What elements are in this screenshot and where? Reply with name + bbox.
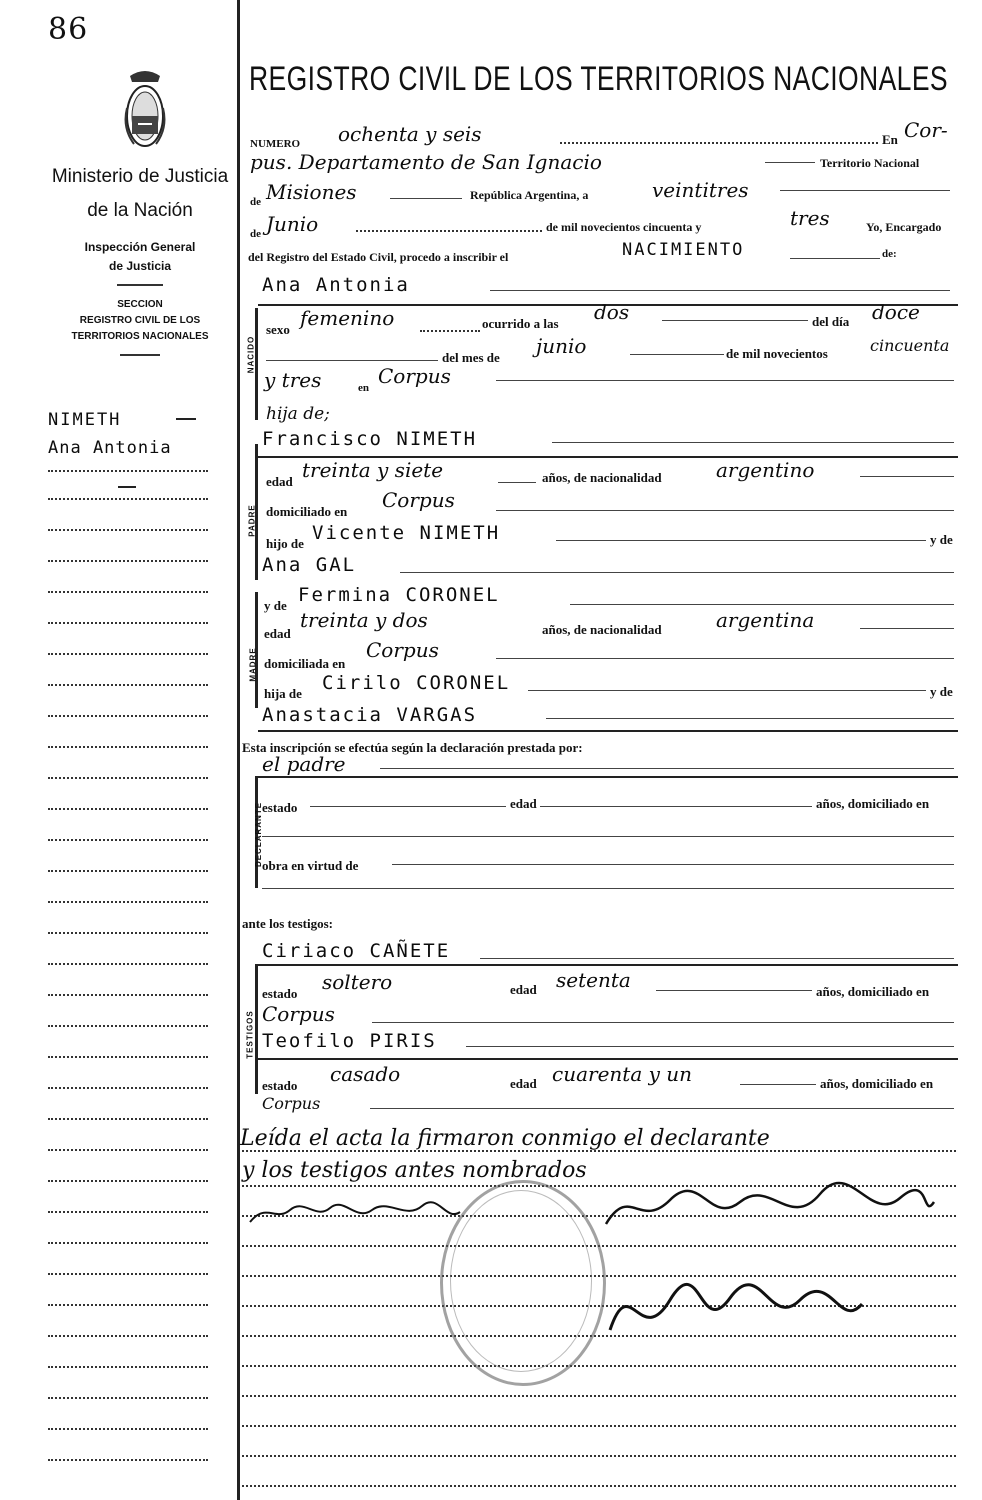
- entry-abuelo-pat: Vicente NIMETH: [312, 522, 501, 544]
- fill-line: [740, 1084, 816, 1085]
- document-title: REGISTRO CIVIL DE LOS TERRITORIOS NACIONALES: [249, 60, 948, 98]
- fill-line: [556, 540, 926, 541]
- label-hijo-de: hijo de: [266, 536, 304, 551]
- fill-line: [310, 806, 506, 807]
- entry-madre-edad: treinta y dos: [300, 608, 428, 632]
- margin-fill-line: [48, 1242, 208, 1244]
- coat-of-arms-icon: [122, 68, 168, 150]
- fill-line: [420, 330, 480, 332]
- fill-line: [528, 690, 926, 691]
- label-sexo: sexo: [266, 322, 290, 337]
- entry-padre: Francisco NIMETH: [262, 428, 478, 450]
- margin-fill-line: [48, 715, 208, 717]
- fill-line: [372, 1022, 954, 1023]
- label-anos-dom: años, domiciliado en: [820, 1076, 934, 1091]
- bracket-testigos: [255, 964, 258, 1094]
- entry-nombre: Ana Antonia: [262, 274, 410, 296]
- label-de: de: [250, 196, 261, 208]
- fill-line: [540, 806, 812, 807]
- inspection-line-1: Inspección General: [84, 240, 196, 254]
- body-fill-line: [242, 1395, 956, 1397]
- body-fill-line: [242, 1425, 956, 1427]
- label-edad-2: edad: [510, 982, 537, 997]
- entry-t2-estado: casado: [330, 1062, 401, 1086]
- label-anos-nac: años, de nacionalidad: [542, 470, 662, 485]
- margin-given-names: Ana Antonia: [48, 438, 172, 458]
- entry-abuelo-mat: Cirilo CORONEL: [322, 672, 511, 694]
- entry-padre-edad: treinta y siete: [302, 458, 444, 482]
- label-testigos: ante los testigos:: [242, 916, 333, 931]
- label-hija-de: hija de: [264, 686, 302, 701]
- entry-anio: tres: [790, 206, 830, 230]
- margin-fill-line: [48, 1180, 208, 1182]
- entry-testigo-2: Teofilo PIRIS: [262, 1030, 437, 1052]
- margin-fill-line: [48, 498, 208, 500]
- label-edad: edad: [266, 474, 293, 489]
- section-line-3: TERRITORIOS NACIONALES: [71, 331, 209, 342]
- label-mil-2: de mil novecientos: [726, 346, 828, 361]
- fill-line: [370, 1108, 954, 1109]
- entry-madre: Fermina CORONEL: [298, 584, 500, 606]
- divider: [176, 418, 196, 420]
- divider: [117, 284, 163, 286]
- entry-acto: NACIMIENTO: [622, 240, 745, 260]
- signature-encargado: [600, 1270, 870, 1356]
- entry-t1-dom: Corpus: [262, 1002, 335, 1026]
- fill-line: [392, 864, 954, 865]
- fill-line: [630, 354, 724, 355]
- entry-padre-dom: Corpus: [382, 488, 455, 512]
- label-domiciliada: domiciliada en: [264, 656, 346, 671]
- label-y-de-2: y de: [264, 598, 287, 613]
- margin-fill-line: [48, 1118, 208, 1120]
- body-fill-line: [242, 1455, 956, 1457]
- signature-testigos: [600, 1180, 940, 1246]
- fill-line: [480, 958, 954, 959]
- margin-fill-line: [48, 1056, 208, 1058]
- entry-territorio: Misiones: [266, 180, 357, 204]
- label-anos-nac: años, de nacionalidad: [542, 622, 662, 637]
- fill-line: [262, 888, 954, 889]
- section-rule: [258, 964, 958, 966]
- entry-hora: dos: [594, 300, 630, 324]
- fill-line: [656, 990, 812, 991]
- fill-line: [570, 604, 954, 605]
- label-mil: de mil novecientos cincuenta y: [546, 220, 702, 234]
- label-estado: estado: [262, 800, 298, 815]
- fill-line: [765, 162, 815, 163]
- entry-t2-dom: Corpus: [262, 1094, 321, 1113]
- fill-line: [390, 198, 462, 199]
- entry-dia: veintitres: [652, 178, 749, 202]
- label-domiciliado: domiciliado en: [266, 504, 348, 519]
- fill-line: [662, 320, 808, 321]
- label-anos-dom: años, domiciliado en: [816, 984, 930, 999]
- entry-numero: ochenta y seis: [338, 122, 482, 146]
- entry-testigo-1: Ciriaco CAÑETE: [262, 940, 451, 962]
- section-line-2: REGISTRO CIVIL DE LOS: [79, 315, 201, 326]
- margin-fill-line: [48, 1428, 208, 1430]
- label-republica: República Argentina, a: [470, 188, 589, 202]
- label-edad-2: edad: [510, 1076, 537, 1091]
- label-de-colon: de:: [882, 248, 897, 260]
- margin-fill-line: [48, 591, 208, 593]
- fill-line: [546, 718, 954, 719]
- margin-fill-line: [48, 1087, 208, 1089]
- margin-fill-line: [48, 1273, 208, 1275]
- page-number: 86: [48, 12, 89, 47]
- margin-fill-line: [48, 622, 208, 624]
- fill-line: [266, 360, 438, 361]
- ministry-line-2: de la Nación: [87, 200, 193, 221]
- margin-fill-line: [48, 932, 208, 934]
- margin-fill-line: [48, 808, 208, 810]
- side-label-testigos: TESTIGOS: [245, 1010, 255, 1059]
- margin-fill-line: [48, 470, 208, 472]
- divider: [118, 486, 136, 488]
- label-inscripcion: Esta inscripción se efectúa según la declaración prestada por:: [242, 740, 583, 755]
- label-estado: estado: [262, 986, 298, 1001]
- label-hija: hija de;: [266, 404, 330, 424]
- official-seal-stamp-inner: [450, 1190, 592, 1372]
- body-fill-line: [242, 1150, 956, 1152]
- entry-lugar-nac: Corpus: [378, 364, 451, 388]
- label-edad-2: edad: [510, 796, 537, 811]
- entry-t2-edad: cuarenta y un: [552, 1062, 693, 1086]
- entry-lugar-2: pus. Departamento de San Ignacio: [250, 150, 602, 174]
- side-label-nacido: NACIDO: [246, 335, 256, 374]
- closing-line-2: y los testigos antes nombrados: [242, 1158, 587, 1183]
- label-encargado: Yo, Encargado: [866, 220, 942, 234]
- bracket-nacido: [255, 308, 258, 420]
- signature-declarante: [246, 1192, 466, 1237]
- side-label-declarante: DECLARANTE: [254, 801, 264, 868]
- entry-t1-edad: setenta: [556, 968, 631, 992]
- section-line-1: SECCION: [117, 299, 163, 310]
- fill-line: [496, 380, 954, 381]
- entry-abuela-mat: Anastacia VARGAS: [262, 704, 478, 726]
- label-ocurrido: ocurrido a las: [482, 316, 559, 331]
- margin-fill-line: [48, 994, 208, 996]
- label-edad: edad: [264, 626, 291, 641]
- entry-padre-nac: argentino: [716, 458, 815, 482]
- margin-fill-line: [48, 777, 208, 779]
- fill-line: [380, 768, 954, 769]
- section-rule: [258, 776, 958, 778]
- entry-lugar-1: Cor-: [904, 118, 948, 142]
- fill-line: [860, 628, 954, 629]
- fill-line: [860, 476, 954, 477]
- margin-fill-line: [48, 870, 208, 872]
- margin-fill-line: [48, 839, 208, 841]
- fill-line: [496, 658, 954, 659]
- entry-madre-nac: argentina: [716, 608, 815, 632]
- margin-fill-line: [48, 1397, 208, 1399]
- label-estado: estado: [262, 1078, 298, 1093]
- margin-fill-line: [48, 1335, 208, 1337]
- side-label-madre: MADRE: [248, 647, 258, 682]
- entry-mes-nac: junio: [536, 334, 587, 358]
- margin-fill-line: [48, 1366, 208, 1368]
- fill-line: [780, 190, 950, 191]
- margin-fill-line: [48, 560, 208, 562]
- fill-line: [560, 142, 878, 144]
- label-obra: obra en virtud de: [262, 858, 359, 873]
- fill-line: [400, 572, 954, 573]
- fill-line: [498, 482, 536, 483]
- label-del-registro: del Registro del Estado Civil, procedo a inscribir el: [248, 250, 509, 264]
- body-fill-line: [242, 1365, 956, 1367]
- fill-line: [490, 290, 950, 291]
- side-label-padre: PADRE: [247, 504, 257, 537]
- label-y-de: y de: [930, 684, 953, 699]
- label-del-dia: del día: [812, 314, 850, 329]
- margin-fill-line: [48, 1149, 208, 1151]
- margin-fill-line: [48, 963, 208, 965]
- margin-fill-line: [48, 653, 208, 655]
- inspection-line-2: de Justicia: [108, 259, 172, 273]
- fill-line: [466, 1046, 954, 1047]
- fill-line: [262, 836, 954, 837]
- fill-line: [496, 510, 954, 511]
- section-rule: [258, 1058, 958, 1060]
- body-fill-line: [242, 1485, 956, 1487]
- section-rule: [258, 730, 958, 732]
- margin-fill-line: [48, 901, 208, 903]
- margin-fill-line: [48, 684, 208, 686]
- fill-line: [790, 258, 880, 259]
- closing-line-1: Leída el acta la firmaron conmigo el declarante: [240, 1126, 770, 1151]
- entry-anio-nac-1: cincuenta: [870, 336, 950, 355]
- entry-declarante: el padre: [262, 752, 346, 776]
- margin-fill-line: [48, 529, 208, 531]
- label-en-2: en: [358, 382, 369, 394]
- fill-line: [356, 230, 542, 232]
- ministry-line-1: Ministerio de Justicia: [51, 166, 229, 187]
- label-del-mes: del mes de: [442, 350, 500, 365]
- entry-abuela-pat: Ana GAL: [262, 554, 357, 576]
- entry-dia-nac: doce: [872, 300, 920, 324]
- entry-anio-nac-2: y tres: [264, 368, 322, 392]
- margin-surname: NIMETH: [48, 410, 122, 430]
- entry-mes: Junio: [266, 212, 319, 236]
- entry-madre-dom: Corpus: [366, 638, 439, 662]
- margin-fill-line: [48, 1459, 208, 1461]
- entry-t1-estado: soltero: [322, 970, 393, 994]
- margin-fill-line: [48, 1304, 208, 1306]
- label-de: de: [250, 228, 261, 240]
- entry-sexo: femenino: [300, 306, 395, 330]
- divider: [120, 354, 160, 356]
- label-en: En: [882, 132, 898, 147]
- label-numero: NUMERO: [250, 138, 301, 150]
- margin-fill-line: [48, 1025, 208, 1027]
- label-y-de: y de: [930, 532, 953, 547]
- ministry-heading: [40, 160, 240, 356]
- fill-line: [552, 442, 954, 443]
- label-anos-dom: años, domiciliado en: [816, 796, 930, 811]
- margin-fill-line: [48, 1211, 208, 1213]
- margin-fill-line: [48, 746, 208, 748]
- label-territorio: Territorio Nacional: [820, 156, 920, 170]
